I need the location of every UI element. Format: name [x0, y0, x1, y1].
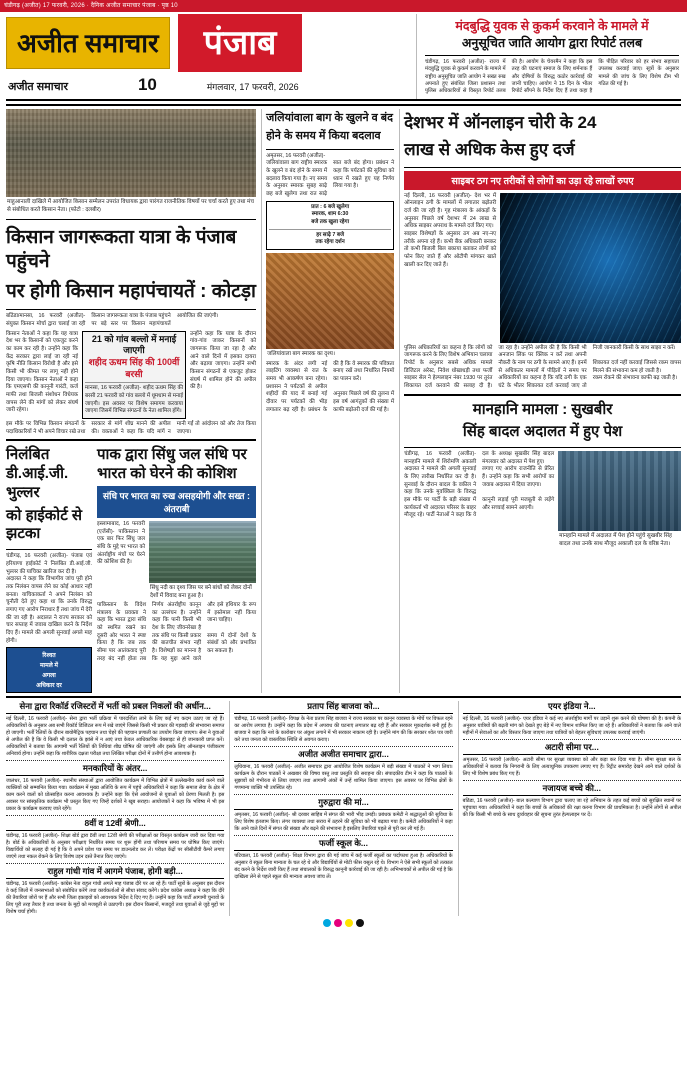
jallianwala-headline-line2: होने के समय में किया बदलाव	[266, 130, 381, 143]
bottom-story-7-title: फर्जी स्कूल के...	[234, 838, 452, 851]
kisan-body-col1	[6, 331, 78, 419]
bottom-story-2-body: चंडीगढ़, 16 फरवरी (अजीत)- शिक्षा बोर्ड द्वारा 8वीं तथा 12वीं श्रेणी की परीक्षाओं का विस्तृत कार्यक्रम जारी कर दिया गया है। बोर्ड के अधिकारियों के अनुसार परीक्षाएं निर्धारित समय पर शुरू होंगी तथा परिणाम समय पर घोषित किए जाएंगे। विद्यार्थियों को सलाह दी गई है कि वे अपने प्रवेश पत्र समय पर डाउनलोड कर लें। परीक्षा केंद्रों पर सीसीटीवी कैमरे लगाए जाएंगे तथा नकल रोकने के लिए विशेष उड़न दस्ते तैनात किए जाएंगे।	[6, 833, 225, 861]
dig-headline-line2: को हाईकोर्ट से झटका	[6, 506, 83, 543]
bottom-story-5-title: अजीत अजीत समाचार द्वारा...	[234, 749, 452, 762]
bottom-story-8-body: नई दिल्ली, 16 फरवरी (अजीत)- एयर इंडिया ने कई नए अंतर्राष्ट्रीय मार्गों पर उड़ानें शुरू करने की घोषणा की है। कंपनी के अनुसार यात्रियों की बढ़ती मांग को देखते हुए बेड़े में नए विमान शामिल किए जा रहे हैं। अधिकारियों ने बताया कि आने वाले महीनों में सेवाओं का और विस्तार किया जाएगा तथा यात्रियों को बेहतर सुविधाएं उपलब्ध करवाई जाएंगी।	[462, 716, 681, 737]
timing-line-3: बजे तक खुला रहेगा	[311, 218, 349, 225]
dig-and-pak-row	[6, 444, 256, 693]
dig-box-label4: अधिकार दर	[36, 683, 62, 690]
masthead-story-body: चंडीगढ़, 16 फरवरी (अजीत)- राज्य में मंदबुद्धि युवक से कुकर्म करवाने के मामले में राष्ट्रीय अनुसूचित जाति आयोग ने सख्त रुख अपनाते हुए संबंधित जिला प्रशासन तथा पुलिस अधिकारियों से विस्तृत रिपोर्ट तलब की है। आयोग के चेयरमैन ने कहा कि इस तरह की घटनाएं समाज के लिए शर्मनाक हैं और दोषियों के विरुद्ध कठोर कार्रवाई की जानी चाहिए। आयोग ने 15 दिन के भीतर रिपोर्ट सौंपने के निर्देश दिए हैं तथा कहा है कि पीड़ित परिवार को हर संभव सहायता उपलब्ध करवाई जाए। सूत्रों के अनुसार मामले की जांच के लिए विशेष टीम भी गठित की गई है।	[425, 58, 679, 95]
kisan-body-1: किसान नेताओं ने कहा कि यह यात्रा देश भर के किसानों को एकजुट करने का काम कर रही है। उन्होंने कहा कि केंद्र सरकार द्वारा लाई जा रही नई कृषि नीति किसान विरोधी है और इसे किसी भी कीमत पर लागू नहीं होने दिया जाएगा। किसान नेताओं ने कहा कि एमएसपी की कानूनी गारंटी, कर्ज माफी तथा बिजली संशोधन विधेयक वापस लेने की मांगों को लेकर संघर्ष जारी रहेगा।	[6, 330, 78, 414]
masthead-meta	[6, 72, 416, 99]
bottom-story-1-body: जालंधर, 16 फरवरी (अजीत)- स्थानीय संस्थाओं द्वारा आयोजित कार्यक्रम में विभिन्न क्षेत्रों में उल्लेखनीय कार्य करने वाले व्यक्तियों को सम्मानित किया गया। कार्यक्रम में मुख्य अतिथि के रूप में पहुंचे अधिकारियों ने कहा कि समाज सेवा के क्षेत्र में काम करने वालों को प्रोत्साहित करना आवश्यक है। उन्होंने कहा कि ऐसे आयोजनों से युवाओं को प्रेरणा मिलती है। इस अवसर पर सांस्कृतिक कार्यक्रम भी प्रस्तुत किए गए जिन्हें दर्शकों ने खूब सराहा। आयोजकों ने कहा कि भविष्य में भी इस प्रकार के कार्यक्रम करवाए जाते रहेंगे।	[6, 778, 225, 813]
masthead-headline-line2: अनुसूचित जाति आयोग द्वारा रिपोर्ट तलब	[461, 35, 643, 50]
cyber-top-row	[404, 193, 681, 343]
jallianwala-dateline: अमृतसर, 16 फरवरी (अजीत)-	[266, 152, 326, 159]
dig-headline-line1: निलंबित डी.आई.जी. भुल्लर	[6, 446, 69, 501]
badal-dateline: चंडीगढ़, 16 फरवरी (अजीत)- मानहानि मामले में शिरोमणि अकाली दल के अध्यक्ष सुखबीर सिंह बादल मंगलवार को अदालत में पेश हुए।	[404, 451, 555, 465]
udham-singh-inset	[82, 331, 186, 419]
cyber-text-left	[404, 193, 496, 343]
badal-body: अदालत ने मामले की अगली सुनवाई के लिए तारीख निर्धारित कर दी है। सुनवाई के दौरान बादल के वकील ने कहा कि उनके मुवक्किल के विरुद्ध लगाए गए आरोप राजनीति से प्रेरित हैं। उन्होंने कहा कि सभी आरोपों का जवाब अदालत में दिया जाएगा।	[404, 466, 555, 496]
dig-dateline: चंडीगढ़, 16 फरवरी (अजीत)- पंजाब एवं हरियाणा हाईकोर्ट ने निलंबित डी.आई.जी. भुल्लर की याचिका खारिज कर दी है।	[6, 553, 92, 575]
pak-body: पाकिस्तान के विदेश मंत्रालय के प्रवक्ता ने कहा कि भारत द्वारा संधि को स्थगित रखने का निर्णय अंतर्राष्ट्रीय कानून का उल्लंघन है। उन्होंने कहा कि पानी किसी भी देश के लिए जीवनरेखा है और इसे हथियार के रूप में इस्तेमाल नहीं किया जाना चाहिए।	[97, 602, 257, 632]
timing-line-5: तक रहेगा दर्शन	[315, 239, 345, 246]
bottom-story-8-title: एयर इंडिया ने...	[463, 701, 681, 714]
pak-dateline: इस्लामाबाद, 16 फरवरी (एजेंसी)- पाकिस्तान ने एक बार फिर सिंधु जल संधि के मुद्दे पर भारत को अंतर्राष्ट्रीय मंचों पर घेरने की कोशिश की है।	[97, 520, 145, 566]
cyber-headline-line2: लाख से अधिक केस हुए दर्ज	[404, 140, 575, 160]
cmyk-yellow-dot	[345, 919, 353, 927]
bottom-col-1	[6, 701, 224, 916]
badal-photo-wrap	[558, 451, 681, 550]
cyber-body-2: साइबर विशेषज्ञों के अनुसार ठग अब नए-नए तरीके अपना रहे हैं। कभी बैंक अधिकारी बनकर तो कभी बिजली बिल बकाया बताकर लोगों को फोन किए जाते हैं और ओटीपी मांगकर खाते खाली कर दिए जाते हैं।	[404, 230, 497, 268]
bottom-story-3-title: राहुल गांधी गांव में आगमे पंजाब, होगी बड़ी...	[6, 866, 224, 879]
bottom-col-3	[458, 701, 681, 916]
main-body	[6, 109, 681, 693]
bottom-story-6-body: अमृतसर, 16 फरवरी (अजीत)- श्री दरबार साहिब में संगत की भारी भीड़ उमड़ी। प्रबंधक कमेटी ने श्रद्धालुओं की सुविधा के लिए विशेष इंतजाम किए। लंगर व्यवस्था तथा सराय में ठहरने की सुविधा को भी बढ़ाया गया है। कमेटी अधिकारियों ने कहा कि आने वाले दिनों में संगत की संख्या और बढ़ने की संभावना है इसलिए तैयारियां पहले से पूरी कर ली गई हैं।	[234, 812, 453, 833]
kisan-dateline: बठिंडा/मानसा, 16 फरवरी (अजीत)- संयुक्त किसान मोर्चा द्वारा चलाई जा रही किसान जागरूकता यात्रा के पंजाब पहुंचने पर बड़े स्तर पर किसान महापंचायतें आयोजित की जाएंगी।	[6, 313, 219, 328]
brand-ajit: अजीत समाचार	[6, 17, 170, 69]
bottom-story-6-title: गुरुद्वारा की मां...	[234, 797, 452, 810]
timing-line-2: स्मारक, शाम 6:30	[311, 211, 349, 218]
dig-box-label2: मामले में	[39, 663, 59, 670]
indus-river-caption: सिंधु नदी का दृश्य जिस पर बने बांधों को लेकर दोनों देशों में विवाद बना हुआ है।	[150, 584, 252, 599]
kisan-body-3: इस मौके पर विभिन्न किसान संगठनों के पदाधिकारियों ने भी अपने विचार रखे तथा सरकार से मांगें शीघ्र मानने की अपील की। वक्ताओं ने कहा कि यदि मांगें न मानी गईं तो आंदोलन को और तेज किया जाएगा।	[6, 421, 257, 435]
dig-box-label1: रिश्वत	[42, 653, 56, 660]
bottom-story-9-body: अमृतसर, 16 फरवरी (अजीत)- अटारी सीमा पर सुरक्षा व्यवस्था को और कड़ा कर दिया गया है। सीमा सुरक्षा बल के अधिकारियों ने बताया कि निगरानी के लिए अत्याधुनिक उपकरण लगाए गए हैं। रिट्रीट समारोह देखने आने वाले दर्शकों के लिए भी विशेष प्रबंध किए गए हैं।	[462, 757, 681, 778]
pak-body-row	[97, 521, 256, 602]
bottom-story-0-body: नई दिल्ली, 16 फरवरी (अजीत)- सेना द्वारा भर्ती प्रक्रिया में पारदर्शिता लाने के लिए कई नए कदम उठाए जा रहे हैं। अधिकारियों के अनुसार अब सभी रिकॉर्ड डिजिटल रूप में रखे जाएंगे जिससे किसी भी प्रकार की गड़बड़ी की संभावना समाप्त हो जाएगी। भर्ती रैलियों के दौरान बायोमैट्रिक पहचान तथा चेहरे की पहचान प्रणाली का उपयोग किया जाएगा। सेना ने युवाओं से अपील की है कि वे किसी भी दलाल के झांसे में न आएं तथा केवल आधिकारिक वेबसाइट से ही जानकारी प्राप्त करें। अधिकारियों ने बताया कि आगामी भर्ती रैलियों की तिथियां शीघ्र घोषित की जाएंगी और इसके लिए ऑनलाइन पंजीकरण अनिवार्य होगा। उन्होंने कहा कि शारीरिक दक्षता परीक्षा तथा लिखित परीक्षा दोनों में उत्तीर्ण होना आवश्यक है।	[6, 716, 225, 758]
badal-text	[404, 451, 554, 550]
masthead-left	[6, 14, 416, 99]
cmyk-registration-marks	[6, 916, 681, 927]
cyber-body-1: नई दिल्ली, 16 फरवरी (अजीत)- देश भर में ऑनलाइन ठगी के मामलों में लगातार बढ़ोतरी दर्ज की जा रही है। गृह मंत्रालय के आंकड़ों के अनुसार पिछले वर्ष देशभर में 24 लाख से अधिक साइबर अपराध के मामले दर्ज किए गए।	[404, 192, 497, 230]
cmyk-black-dot	[356, 919, 364, 927]
udham-inset-body: मानसा, 16 फरवरी (अजीत)- शहीद ऊधम सिंह की बरसी 21 फरवरी को गांव बल्लो में धूमधाम से मनाई जाएगी। इस अवसर पर विशेष समागम करवाया जाएगा जिसमें विभिन्न संगठनों के नेता शामिल होंगे।	[85, 385, 183, 415]
badal-court-photo	[558, 451, 681, 531]
pak-col1	[97, 521, 145, 602]
right-column	[399, 109, 681, 693]
pak-blue-bar: संधि पर भारत का रुख असहयोगी और सख्त : अंतराबी	[97, 486, 256, 518]
kisan-rally-caption: माहुआनाली दाखिले में आयोजित किसान सम्मेलन उपरांत विधायक द्वारा पारंगत राजनीतिक विषयों पर चर्चा करते हुए तथा मंच से संबोधित करते किसान नेता। (फोटो : दलबीर)	[7, 199, 254, 213]
bottom-story-9-title: अटारी सीमा पर...	[463, 742, 681, 755]
issue-date: मंगलवार, 17 फरवरी, 2026	[206, 82, 299, 92]
jallianwala-timing-box	[266, 201, 394, 250]
bottom-story-4-title: प्रताप सिंह बाजवा को...	[234, 701, 452, 714]
page-number: 10	[137, 75, 157, 94]
cyber-body-4: रिपोर्ट के अनुसार सबसे अधिक मामले डिजिटल अरेस्ट, निवेश धोखाधड़ी तथा फर्जी नौकरी के नाम पर ठगी के सामने आए हैं। इनमें से अधिकतर मामलों में पीड़ितों ने समय पर शिकायत दर्ज नहीं करवाई जिससे रकम वापस मिलने की संभावना कम हो जाती है।	[404, 359, 681, 374]
cmyk-cyan-dot	[323, 919, 331, 927]
kisan-body-col3	[190, 331, 256, 419]
kisan-inset	[82, 331, 186, 419]
jallianwala-body-3: शहीदों की याद में बनाई गई दीवार पर पर्यटकों की भीड़ लगातार बढ़ रही है। प्रबंधन के अनुसार पिछले वर्ष की तुलना में इस वर्ष आगंतुकों की संख्या में काफी बढ़ोतरी दर्ज की गई है।	[266, 391, 395, 413]
bottom-story-0-title: सेना द्वारा रिकॉर्ड रजिस्टरों में भर्ती को प्रबल निकलों की अर्धीन...	[6, 701, 224, 714]
dig-bhullar-story	[6, 444, 92, 693]
middle-column	[261, 109, 394, 693]
cyber-headline-line1: देशभर में ऑनलाइन चोरी के 24	[404, 113, 597, 132]
jallianwala-body: जलियांवाला बाग राष्ट्रीय स्मारक के खुलने व बंद होने के समय में बदलाव किया गया है। नए समय के अनुसार स्मारक सुबह साढ़े छह बजे खुलेगा तथा रात साढ़े सात बजे बंद होगा। प्रबंधन ने कहा कि पर्यटकों की सुविधा को ध्यान में रखते हुए यह निर्णय लिया गया है।	[266, 160, 395, 197]
udham-inset-head2: शहीद ऊधम सिंह की 100वीं बरसी	[88, 357, 180, 379]
masthead	[6, 12, 681, 101]
bottom-story-7-body: पटियाला, 16 फरवरी (अजीत)- शिक्षा विभाग द्वारा की गई जांच में कई फर्जी स्कूलों का पर्दाफाश हुआ है। अधिकारियों के अनुसार ये स्कूल बिना मान्यता के चल रहे थे और विद्यार्थियों से मोटी फीस वसूल रहे थे। विभाग ने ऐसे सभी स्कूलों को तत्काल बंद करने के निर्देश जारी किए हैं तथा संचालकों के विरुद्ध कानूनी कार्रवाई की जा रही है। अभिभावकों से अपील की गई है कि दाखिला लेने से पहले स्कूल की मान्यता अवश्य जांच लें।	[234, 853, 453, 881]
kisan-rally-photo	[6, 109, 256, 197]
jallianwala-headline-line1: जलियांवाला बाग के खुलने व बंद	[266, 112, 393, 124]
bottom-story-2-title: 8वीं व 12वीं श्रेणी...	[6, 818, 224, 831]
kisan-headline-line2: पर होगी किसान महापंचायतें : कोटड़ा	[6, 280, 256, 302]
masthead-subtitle: अजीत समाचार	[8, 81, 68, 93]
badal-row	[404, 451, 681, 550]
dig-body: अदालत ने कहा कि विभागीय जांच पूरी होने तक निलंबन वापस लेने का कोई आधार नहीं बनता। याचिकाकर्ता ने अपने निलंबन को चुनौती देते हुए कहा था कि उनके विरुद्ध लगाए गए आरोप निराधार हैं तथा जांच में देरी की जा रही है। अदालत ने राज्य सरकार को चार सप्ताह में जवाब दाखिल करने के निर्देश दिए हैं। मामले की अगली सुनवाई अगले माह होगी।	[6, 576, 92, 644]
timing-line-1: प्रात : 6 बजे खुलेगा	[311, 203, 350, 210]
pak-body-2: दूसरी ओर भारत ने स्पष्ट किया है कि जब तक सीमा पार आतंकवाद पूरी तरह बंद नहीं होता तब तक संधि पर किसी प्रकार की बातचीत संभव नहीं है। विशेषज्ञों का मानना है कि यह मुद्दा आने वाले समय में दोनों देशों के संबंधों को और प्रभावित कर सकता है।	[97, 632, 257, 662]
print-registration-strip: चंडीगढ़ (अजीत) 17 फरवरी, 2026 · दैनिक अजीत समाचार पंजाब · पृष्ठ 10	[0, 0, 687, 12]
bottom-stories-grid	[6, 701, 681, 916]
dig-box-label3: अगला	[42, 673, 56, 680]
pak-indus-story	[97, 444, 256, 693]
brand-punjab: पंजाब	[178, 14, 303, 72]
masthead-right-story	[416, 14, 681, 99]
jallianwala-memorial-photo	[266, 253, 394, 349]
masthead-headline-line1: मंदबुद्धि युवक से कुकर्म करवाने के मामले में	[455, 19, 649, 33]
bottom-story-10-body: बठिंडा, 16 फरवरी (अजीत)- बाल कल्याण विभाग द्वारा चलाए जा रहे अभियान के तहत कई बच्चों को सुरक्षित स्थानों पर पहुंचाया गया। अधिकारियों ने कहा कि बच्चों के अधिकारों की रक्षा करना विभाग की प्राथमिकता है। उन्होंने लोगों से अपील की कि किसी भी बच्चे के साथ दुर्व्यवहार की सूचना तुरंत हेल्पलाइन पर दें।	[462, 798, 681, 819]
jallianwala-body-2: स्मारक के अंदर लगी नई लाइटिंग व्यवस्था से रात के समय भी आकर्षण बना रहेगा। प्रशासन ने पर्यटकों से अपील की है कि वे स्मारक की पवित्रता बनाए रखें तथा निर्धारित नियमों का पालन करें।	[266, 360, 395, 390]
cyber-body-3: पुलिस अधिकारियों का कहना है कि लोगों को जागरूक करने के लिए विशेष अभियान चलाया जा रहा है। उन्होंने अपील की है कि किसी भी अनजान लिंक पर क्लिक न करें तथा अपनी निजी जानकारी किसी के साथ साझा न करें।	[404, 344, 676, 359]
bottom-story-1-title: मनकारियों के अंतर...	[6, 763, 224, 776]
cyber-body-5: साइबर सेल ने हेल्पलाइन नंबर 1930 पर तुरंत शिकायत दर्ज करवाने की सलाह दी है। अधिकारियों का कहना है कि यदि ठगी के एक घंटे के भीतर शिकायत दर्ज करवाई जाए तो रकम रोकने की संभावना काफी बढ़ जाती है।	[404, 375, 678, 389]
pak-col2	[149, 521, 256, 602]
cyber-crime-photo	[500, 193, 681, 343]
dig-side-box	[6, 647, 92, 693]
badal-headline-line2: सिंह बादल अदालत में हुए पेश	[462, 423, 623, 441]
kisan-headline-line1: किसान जागरूकता यात्रा के पंजाब पहुंचने	[6, 227, 237, 272]
cyber-red-bar: साइबर ठग नए तरीकों से लोगों का उड़ा रहे लाखों रुपए	[404, 171, 681, 190]
badal-headline-line1: मानहानि मामला : सुखबीर	[472, 400, 613, 418]
udham-inset-head1: 21 को गांव बल्लो में मनाई जाएगी	[91, 333, 177, 356]
bottom-story-4-body: चंडीगढ़, 16 फरवरी (अजीत)- विपक्ष के नेता प्रताप सिंह बाजवा ने राज्य सरकार पर कानून व्यवस्था के मोर्चे पर विफल रहने का आरोप लगाया है। उन्होंने कहा कि प्रदेश में अपराध की घटनाएं लगातार बढ़ रही हैं और सरकार मूकदर्शक बनी हुई है। बाजवा ने कहा कि नशे के कारोबार पर अंकुश लगाने में भी सरकार नाकाम रही है। उन्होंने मांग की कि सरकार श्वेत पत्र जारी करे तथा जनता को वास्तविक स्थिति से अवगत कराए।	[234, 716, 453, 744]
bottom-col-2	[229, 701, 452, 916]
bottom-story-10-title: नजायज बच्चे की...	[463, 783, 681, 796]
brand-row	[6, 14, 416, 72]
kisan-body-2: उन्होंने कहा कि यात्रा के दौरान गांव-गांव जाकर किसानों को जागरूक किया जा रहा है और आने वाले दिनों में इसका दायरा और बढ़ाया जाएगा। उन्होंने सभी किसान संगठनों से एकजुट होकर संघर्ष में शामिल होने की अपील की है।	[190, 330, 256, 391]
indus-river-photo	[149, 521, 256, 583]
timing-line-4: हर साढ़े 7 बजे	[316, 231, 344, 238]
badal-body-2: इस मौके पर पार्टी के बड़ी संख्या में कार्यकर्ता भी अदालत परिसर के बाहर मौजूद रहे। पार्टी नेताओं ने कहा कि वे कानूनी लड़ाई पूरी मजबूती से लड़ेंगे और सच्चाई सामने आएगी।	[404, 497, 555, 519]
kisan-lower-block	[6, 331, 256, 419]
pak-headline: पाक द्वारा सिंधु जल संधि पर भारत को घेरने की कोशिश	[97, 446, 247, 483]
bottom-story-3-body: चंडीगढ़, 16 फरवरी (अजीत)- कांग्रेस नेता राहुल गांधी अगले माह पंजाब दौरे पर आ रहे हैं। पार्टी सूत्रों के अनुसार इस दौरान वे कई जिलों में जनसभाओं को संबोधित करेंगे तथा कार्यकर्ताओं से सीधा संवाद करेंगे। प्रदेश कांग्रेस अध्यक्ष ने कहा कि दौरे की तैयारियां जोरों पर हैं और सभी जिला इकाइयों को आवश्यक निर्देश दे दिए गए हैं। उन्होंने कहा कि पार्टी आगामी चुनावों के लिए पूरी तरह तैयार है तथा जनता के मुद्दों को मजबूती से उठाएगी। इस दौरान किसानों, मजदूरों तथा युवाओं से जुड़े मुद्दों पर विशेष चर्चा होगी।	[6, 881, 225, 916]
jallianwala-memorial-caption: जलियांवाला बाग स्मारक का दृश्य।	[267, 350, 335, 357]
cmyk-magenta-dot	[334, 919, 342, 927]
cyber-photo-wrap	[500, 193, 681, 343]
badal-photo-caption: मानहानि मामले में अदालत में पेश होने पहुंचे सुखबीर सिंह बादल तथा उनके साथ मौजूद अकाली दल के वरिष्ठ नेता।	[559, 533, 672, 547]
bottom-story-5-body: लुधियाना, 16 फरवरी (अजीत)- अजीत समाचार द्वारा आयोजित विशेष कार्यक्रम में बड़ी संख्या में पाठकों ने भाग लिया। कार्यक्रम के दौरान पाठकों ने अखबार की विषय वस्तु तथा प्रस्तुति की सराहना की। संपादकीय टीम ने कहा कि पाठकों के सुझावों को गंभीरता से लिया जाएगा तथा आगामी अंकों में उन्हें शामिल किया जाएगा। इस अवसर पर विभिन्न क्षेत्रों के गणमान्य व्यक्ति भी उपस्थित रहे।	[234, 764, 453, 792]
left-column	[6, 109, 256, 693]
